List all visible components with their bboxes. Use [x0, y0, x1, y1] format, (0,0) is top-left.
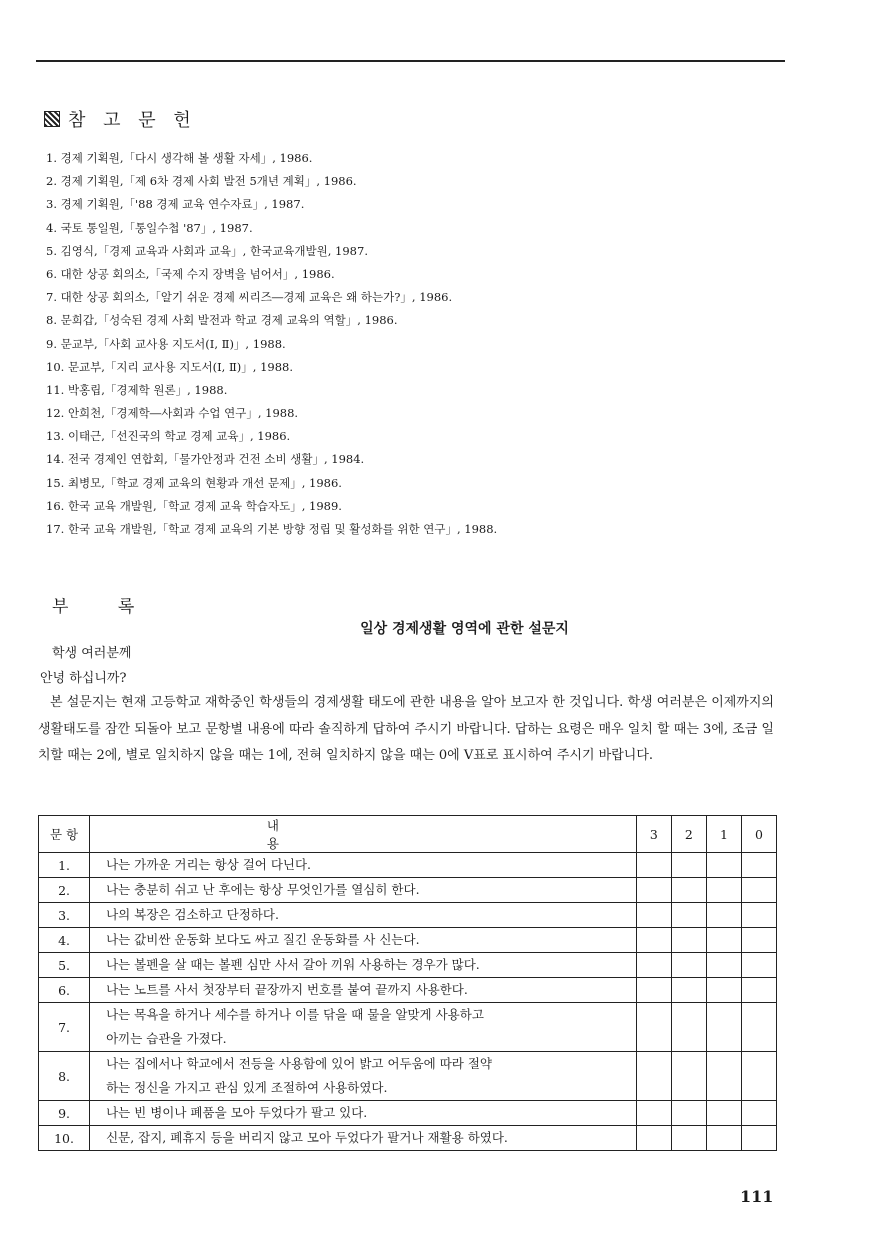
table-row	[39, 1126, 777, 1151]
item-number: 2.	[39, 878, 90, 903]
item-content-line: 나는 빈 병이나 폐품을 모아 두었다가 팔고 있다.	[106, 1105, 368, 1120]
score-1-cell[interactable]	[706, 1003, 741, 1052]
item-content	[90, 978, 637, 1003]
score-1-cell[interactable]	[706, 1052, 741, 1101]
item-number: 8.	[39, 1052, 90, 1101]
item-content-line: 나의 복장은 검소하고 단정하다.	[106, 907, 279, 922]
item-content	[90, 1126, 637, 1151]
score-0-cell[interactable]	[741, 1052, 776, 1101]
table-row	[39, 928, 777, 953]
item-content-line: 나는 값비싼 운동화 보다도 싸고 질긴 운동화를 사 신는다.	[106, 932, 420, 947]
score-3-cell[interactable]	[636, 853, 671, 878]
score-0-cell[interactable]	[741, 978, 776, 1003]
reference-item: 6. 대한 상공 회의소,「국제 수지 장벽을 넘어서」, 1986.	[46, 266, 335, 281]
score-3-cell[interactable]	[636, 903, 671, 928]
score-2-cell[interactable]	[671, 978, 706, 1003]
score-3-cell[interactable]	[636, 978, 671, 1003]
reference-item: 11. 박홍립,「경제학 원론」, 1988.	[46, 382, 228, 397]
top-rule	[36, 60, 785, 62]
item-content-line: 나는 집에서나 학교에서 전등을 사용함에 있어 밝고 어두움에 따라 절약	[106, 1056, 492, 1071]
reference-item: 2. 경제 기획원,「제 6차 경제 사회 발전 5개년 계획」, 1986.	[46, 174, 357, 189]
reference-item: 1. 경제 기획원,「다시 생각해 볼 생활 자세」, 1986.	[46, 151, 313, 165]
item-number: 6.	[39, 978, 90, 1003]
reference-item: 7. 대한 상공 회의소,「알기 쉬운 경제 씨리즈―경제 교육은 왜 하는가?」, 1986.	[46, 290, 453, 305]
score-2-cell[interactable]	[671, 928, 706, 953]
item-number: 5.	[39, 953, 90, 978]
item-content-line: 나는 충분히 쉬고 난 후에는 항상 무엇인가를 열심히 한다.	[106, 882, 420, 897]
score-1-cell[interactable]	[706, 878, 741, 903]
item-number: 3.	[39, 903, 90, 928]
score-1-cell[interactable]	[706, 953, 741, 978]
reference-item: 14. 전국 경제인 연합회,「물가안정과 건전 소비 생활」, 1984.	[46, 452, 365, 467]
score-1-cell[interactable]	[706, 1101, 741, 1126]
table-row	[39, 903, 777, 928]
item-content-line: 신문, 잡지, 폐휴지 등을 버리지 않고 모아 두었다가 팔거나 재활용 하였다.	[106, 1130, 508, 1145]
score-3-cell[interactable]	[636, 953, 671, 978]
table-row	[39, 1052, 777, 1101]
item-content-line: 나는 목욕을 하거나 세수를 하거나 이를 닦을 때 물을 알맞게 사용하고	[106, 1007, 484, 1022]
item-content	[90, 1052, 637, 1101]
score-1-cell[interactable]	[706, 928, 741, 953]
score-1-cell[interactable]	[706, 978, 741, 1003]
item-content-line: 하는 정신을 가지고 관심 있게 조절하여 사용하였다.	[106, 1080, 388, 1095]
reference-item: 8. 문희갑,「성숙된 경제 사회 발전과 학교 경제 교육의 역할」, 1986.	[46, 313, 398, 328]
score-1-cell[interactable]	[706, 903, 741, 928]
score-2-cell[interactable]	[671, 853, 706, 878]
reference-item: 15. 최병모,「학교 경제 교육의 현황과 개선 문제」, 1986.	[46, 475, 342, 490]
item-number: 7.	[39, 1003, 90, 1052]
score-3-cell[interactable]	[636, 878, 671, 903]
item-content-line: 아끼는 습관을 가졌다.	[106, 1031, 227, 1046]
table-row	[39, 853, 777, 878]
item-content	[90, 1003, 637, 1052]
greeting-line: 학생 여러분께	[52, 646, 132, 661]
table-row	[39, 978, 777, 1003]
reference-item: 12. 안희천,「경제학―사회과 수업 연구」, 1988.	[46, 406, 299, 421]
score-2-cell[interactable]	[671, 1052, 706, 1101]
score-3-cell[interactable]	[636, 1003, 671, 1052]
reference-item: 4. 국토 통일원,「통일수첩 '87」, 1987.	[46, 220, 253, 235]
table-row	[39, 878, 777, 903]
score-0-cell[interactable]	[741, 878, 776, 903]
score-2-cell[interactable]	[671, 1003, 706, 1052]
table-header-row	[39, 816, 777, 853]
item-number: 9.	[39, 1101, 90, 1126]
references-heading-text: 참 고 문 헌	[68, 110, 197, 131]
score-0-cell[interactable]	[741, 903, 776, 928]
score-0-cell[interactable]	[741, 1003, 776, 1052]
header-content: 내 용	[90, 816, 637, 853]
reference-item: 10. 문교부,「지리 교사용 지도서(Ⅰ, Ⅱ)」, 1988.	[46, 359, 293, 374]
reference-item: 9. 문교부,「사회 교사용 지도서(Ⅰ, Ⅱ)」, 1988.	[46, 336, 286, 351]
header-score-0: 0	[741, 816, 776, 853]
header-item: 문 항	[39, 816, 90, 853]
header-score-3: 3	[636, 816, 671, 853]
reference-item: 13. 이태근,「선진국의 학교 경제 교육」, 1986.	[46, 429, 291, 444]
item-content	[90, 1101, 637, 1126]
item-content	[90, 953, 637, 978]
score-2-cell[interactable]	[671, 1101, 706, 1126]
reference-item: 16. 한국 교육 개발원,「학교 경제 교육 학습자도」, 1989.	[46, 498, 342, 513]
references-heading	[44, 106, 197, 132]
score-2-cell[interactable]	[671, 878, 706, 903]
item-content-line: 나는 볼펜을 살 때는 볼펜 심만 사서 갈아 끼워 사용하는 경우가 많다.	[106, 957, 480, 972]
item-number: 10.	[39, 1126, 90, 1151]
table-row	[39, 953, 777, 978]
score-0-cell[interactable]	[741, 928, 776, 953]
score-3-cell[interactable]	[636, 1052, 671, 1101]
score-0-cell[interactable]	[741, 1126, 776, 1151]
score-0-cell[interactable]	[741, 1101, 776, 1126]
item-content-line: 나는 가까운 거리는 항상 걸어 다닌다.	[106, 857, 312, 872]
appendix-label: 부 록	[52, 597, 157, 617]
instructions-paragraph: 본 설문지는 현재 고등학교 재학중인 학생들의 경제생활 태도에 관한 내용을 알아 보고자 한 것입니다. 학생 여러분은 이제까지의 생활태도를 잠깐 되돌아 보고 문항별 내용에 따라 솔직하게 답하여 주시기 바랍니다. 답하는 요령은 매우 일치 할 때는 3에, 조금 일치할 때는 2에, 별로 일치하지 않을 때는 1에, 전혀 일치하지 않을 때는 0에 V표로 표시하여 주시기 바랍니다.	[38, 695, 774, 763]
score-0-cell[interactable]	[741, 953, 776, 978]
table-row	[39, 1101, 777, 1126]
score-2-cell[interactable]	[671, 953, 706, 978]
score-3-cell[interactable]	[636, 1101, 671, 1126]
header-score-1: 1	[706, 816, 741, 853]
item-number: 4.	[39, 928, 90, 953]
references-list	[46, 150, 497, 544]
item-content	[90, 878, 637, 903]
item-number: 1.	[39, 853, 90, 878]
survey-table	[38, 815, 777, 1151]
item-content-line: 나는 노트를 사서 첫장부터 끝장까지 번호를 붙여 끝까지 사용한다.	[106, 982, 468, 997]
page-number: 111	[740, 1187, 774, 1206]
item-content	[90, 928, 637, 953]
item-content	[90, 903, 637, 928]
hatched-square-icon	[44, 111, 60, 127]
score-2-cell[interactable]	[671, 903, 706, 928]
header-score-2: 2	[671, 816, 706, 853]
reference-item: 5. 김영식,「경제 교육과 사회과 교육」, 한국교육개발원, 1987.	[46, 243, 368, 258]
score-3-cell[interactable]	[636, 928, 671, 953]
survey-title: 일상 경제생활 영역에 관한 설문지	[360, 621, 569, 637]
table-row	[39, 1003, 777, 1052]
score-3-cell[interactable]	[636, 1126, 671, 1151]
hello-line: 안녕 하십니까?	[40, 671, 127, 686]
score-1-cell[interactable]	[706, 1126, 741, 1151]
score-1-cell[interactable]	[706, 853, 741, 878]
item-content	[90, 853, 637, 878]
score-2-cell[interactable]	[671, 1126, 706, 1151]
score-0-cell[interactable]	[741, 853, 776, 878]
reference-item: 3. 경제 기획원,「'88 경제 교육 연수자료」, 1987.	[46, 197, 305, 212]
reference-item: 17. 한국 교육 개발원,「학교 경제 교육의 기본 방향 정립 및 활성화를 위한 연구」, 1988.	[46, 522, 498, 536]
